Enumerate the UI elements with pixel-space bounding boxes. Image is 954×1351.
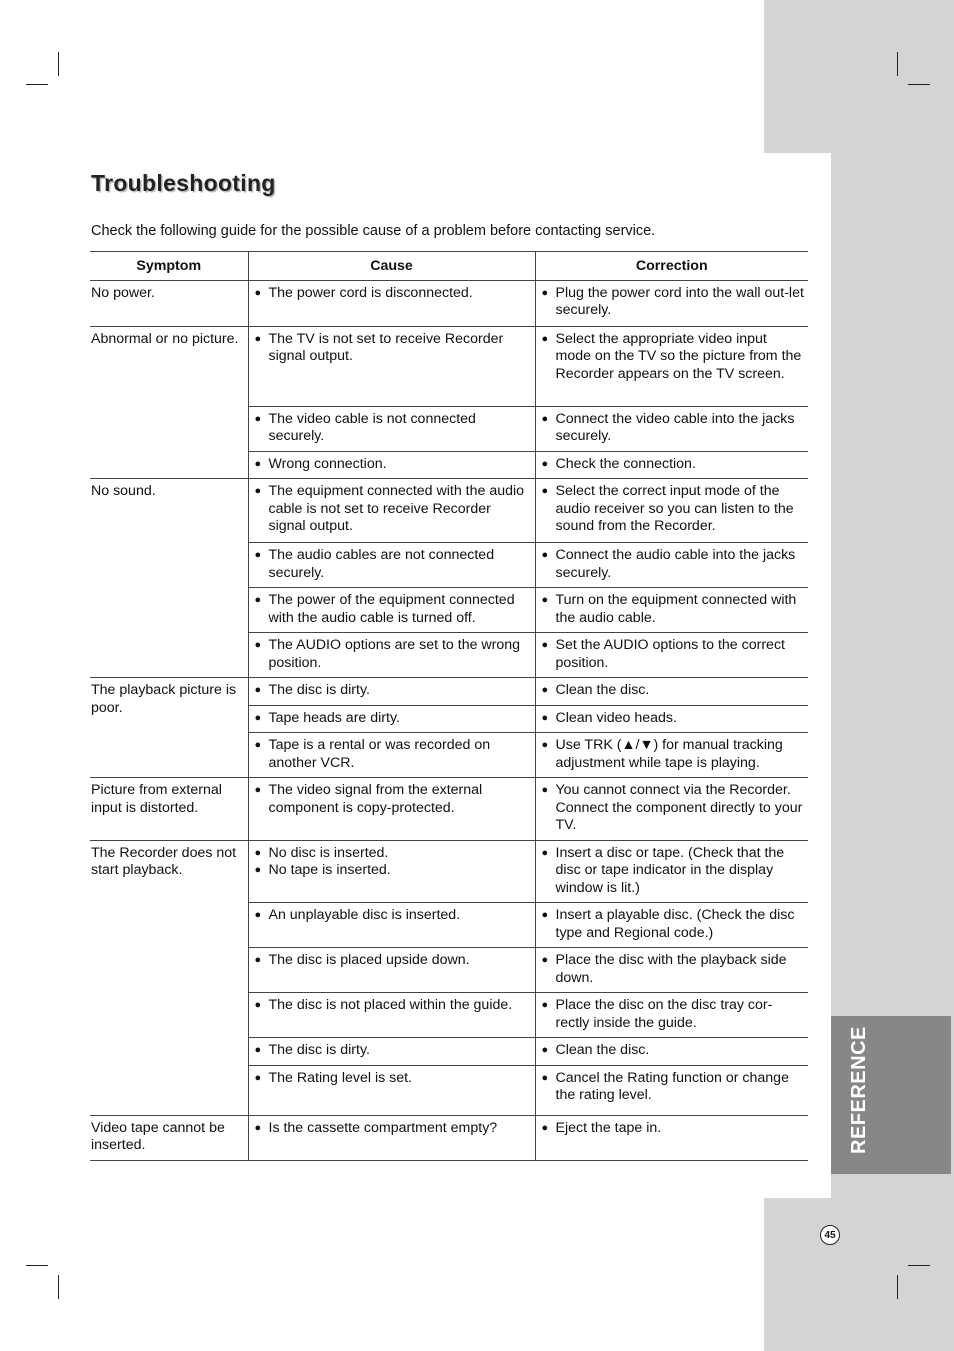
symptom-cell: The Recorder does not start playback. xyxy=(90,840,248,1115)
symptom-cell: The playback picture is poor. xyxy=(90,678,248,778)
correction-bullet-item xyxy=(536,845,809,898)
cause-text: The power of the equipment connected with the audio cable is turned off. xyxy=(268,592,515,626)
cause-text: Tape is a rental or was recorded on another VCR. xyxy=(268,737,491,771)
cause-bullet-item xyxy=(249,1042,535,1060)
correction-text: Set the AUDIO options to the correct position. xyxy=(555,637,785,671)
header-correction: Correction xyxy=(535,252,808,281)
correction-text: Insert a playable disc. (Check the disc type and Regional code.) xyxy=(555,907,795,941)
bullet-icon: ● xyxy=(254,739,262,751)
correction-text: Cancel the Rating function or change the rating level. xyxy=(555,1069,789,1103)
correction-bullet-item xyxy=(536,1070,809,1105)
cause-text: Is the cassette compartment empty? xyxy=(268,1119,498,1136)
cause-cell xyxy=(248,1115,535,1160)
section-tab-label: REFERENCE xyxy=(848,1026,870,1154)
cause-cell xyxy=(248,733,535,778)
table-row xyxy=(90,479,808,543)
correction-cell xyxy=(535,840,808,903)
cause-cell xyxy=(248,633,535,678)
cause-cell xyxy=(248,406,535,451)
correction-text: Connect the audio cable into the jacks securely. xyxy=(555,547,796,581)
bullet-icon: ● xyxy=(254,332,262,345)
bullet-icon: ● xyxy=(254,1071,262,1084)
bullet-icon: ● xyxy=(254,784,262,796)
correction-bullet-item xyxy=(536,737,809,772)
cause-cell xyxy=(248,948,535,993)
cause-bullet-item xyxy=(249,331,535,366)
crop-mark xyxy=(908,1265,930,1266)
correction-bullet-item xyxy=(536,592,809,627)
cause-cell xyxy=(248,451,535,479)
crop-mark xyxy=(58,52,59,76)
bullet-icon: ● xyxy=(254,954,262,966)
correction-cell xyxy=(535,1115,808,1160)
correction-bullet-item xyxy=(536,411,809,446)
cause-text: Wrong connection. xyxy=(268,455,387,472)
correction-cell xyxy=(535,1065,808,1115)
cause-bullet-item xyxy=(249,907,535,925)
correction-bullet-item xyxy=(536,285,809,320)
cause-text: The disc is dirty. xyxy=(268,1042,370,1058)
correction-text: Eject the tape in. xyxy=(555,1119,662,1136)
cause-bullet-item xyxy=(249,710,535,728)
bullet-icon: ● xyxy=(254,485,262,497)
correction-text: Insert a disc or tape. (Check that the disc or tape indicator in the display window is lit.) xyxy=(555,844,785,896)
symptom-cell: Video tape cannot be inserted. xyxy=(90,1115,248,1160)
correction-cell xyxy=(535,705,808,733)
cause-cell xyxy=(248,479,535,543)
header-cause: Cause xyxy=(248,252,535,281)
cause-cell xyxy=(248,903,535,948)
cause-cell xyxy=(248,840,535,903)
cause-cell xyxy=(248,1038,535,1066)
table-row xyxy=(90,840,808,903)
bullet-icon: ● xyxy=(254,1044,262,1056)
cause-cell xyxy=(248,678,535,706)
cause-bullet-item xyxy=(249,411,535,446)
bullet-icon: ● xyxy=(541,954,549,966)
table-body xyxy=(90,280,808,1160)
correction-text: Check the connection. xyxy=(555,455,696,472)
correction-text: Plug the power cord into the wall out-let securely. xyxy=(555,284,804,318)
bullet-icon: ● xyxy=(541,909,549,921)
crop-mark xyxy=(26,84,48,85)
correction-text: Select the correct input mode of the audio receiver so you can listen to the sound from the Recorder. xyxy=(555,483,794,534)
cause-text: The power cord is disconnected. xyxy=(268,284,473,301)
cause-bullet-item xyxy=(249,547,535,582)
correction-bullet-item xyxy=(536,483,809,536)
bullet-icon: ● xyxy=(541,999,549,1011)
bullet-icon: ● xyxy=(254,594,262,606)
correction-text: Clean video heads. xyxy=(555,709,677,726)
cause-cell xyxy=(248,280,535,326)
bullet-icon: ● xyxy=(254,909,262,921)
crop-mark xyxy=(908,84,930,85)
crop-mark xyxy=(58,1275,59,1299)
cause-bullet-item xyxy=(249,682,535,700)
correction-cell xyxy=(535,543,808,588)
correction-bullet-item xyxy=(536,1042,809,1060)
sidebar-bottom-band xyxy=(764,1198,954,1351)
correction-text: You cannot connect via the Recorder. Connect the component directly to your TV. xyxy=(555,782,803,833)
bullet-icon: ● xyxy=(541,1121,549,1134)
cause-cell xyxy=(248,588,535,633)
page-title: Troubleshooting xyxy=(91,170,276,196)
correction-cell xyxy=(535,633,808,678)
correction-cell xyxy=(535,451,808,479)
correction-text: Turn on the equipment connected with the audio cable. xyxy=(555,592,797,626)
cause-text: The disc is placed upside down. xyxy=(268,952,470,968)
bullet-icon: ● xyxy=(541,457,549,470)
correction-bullet-item xyxy=(536,1120,809,1138)
crop-mark xyxy=(897,52,898,76)
cause-bullet-item xyxy=(249,862,535,880)
bullet-icon: ● xyxy=(541,485,549,497)
header-symptom: Symptom xyxy=(90,252,248,281)
cause-bullet-item xyxy=(249,592,535,627)
cause-bullet-item xyxy=(249,952,535,970)
correction-cell xyxy=(535,479,808,543)
cause-bullet-item xyxy=(249,285,535,303)
correction-cell xyxy=(535,903,808,948)
bullet-icon: ● xyxy=(541,639,549,651)
correction-cell xyxy=(535,406,808,451)
cause-cell xyxy=(248,705,535,733)
crop-mark xyxy=(26,1265,48,1266)
cause-cell xyxy=(248,543,535,588)
bullet-icon: ● xyxy=(541,684,549,696)
symptom-cell: Picture from external input is distorted. xyxy=(90,778,248,841)
bullet-icon: ● xyxy=(254,999,262,1011)
correction-cell xyxy=(535,948,808,993)
bullet-icon: ● xyxy=(541,1044,549,1056)
bullet-icon: ● xyxy=(541,846,549,859)
symptom-cell: No power. xyxy=(90,280,248,326)
cause-bullet-item xyxy=(249,737,535,772)
cause-text: The disc is dirty. xyxy=(268,682,370,698)
symptom-cell: Abnormal or no picture. xyxy=(90,326,248,479)
table-row xyxy=(90,326,808,406)
bullet-icon: ● xyxy=(254,711,262,724)
cause-text: The video signal from the external component is copy-protected. xyxy=(268,782,483,816)
bullet-icon: ● xyxy=(254,639,262,651)
correction-cell xyxy=(535,588,808,633)
correction-cell xyxy=(535,678,808,706)
bullet-icon: ● xyxy=(254,846,262,859)
bullet-icon: ● xyxy=(541,784,549,796)
bullet-icon: ● xyxy=(254,684,262,696)
table-header-row xyxy=(90,252,808,281)
cause-text: Tape heads are dirty. xyxy=(268,709,400,726)
bullet-icon: ● xyxy=(541,1071,549,1084)
correction-text: Connect the video cable into the jacks securely. xyxy=(555,410,795,444)
cause-text: The audio cables are not connected securely. xyxy=(268,547,495,581)
bullet-icon: ● xyxy=(254,457,262,470)
correction-cell xyxy=(535,778,808,841)
correction-bullet-item xyxy=(536,952,809,987)
cause-bullet-item xyxy=(249,637,535,672)
correction-bullet-item xyxy=(536,907,809,942)
correction-bullet-item xyxy=(536,637,809,672)
cause-text: The equipment connected with the audio cable is not set to receive Recorder signal output. xyxy=(268,483,525,534)
bullet-icon: ● xyxy=(541,739,549,751)
cause-bullet-item xyxy=(249,456,535,474)
table-row xyxy=(90,280,808,326)
cause-cell xyxy=(248,993,535,1038)
bullet-icon: ● xyxy=(254,1121,262,1134)
correction-text: Use TRK (▲/▼) for manual tracking adjustment while tape is playing. xyxy=(555,737,783,771)
bullet-icon: ● xyxy=(541,549,549,561)
cause-bullet-item xyxy=(249,845,535,863)
bullet-icon: ● xyxy=(541,286,549,299)
correction-bullet-item xyxy=(536,997,809,1032)
cause-text: The TV is not set to receive Recorder signal output. xyxy=(268,330,504,364)
correction-bullet-item xyxy=(536,456,809,474)
correction-cell xyxy=(535,280,808,326)
correction-bullet-item xyxy=(536,547,809,582)
crop-mark xyxy=(897,1275,898,1299)
cause-bullet-item xyxy=(249,997,535,1015)
bullet-icon: ● xyxy=(541,711,549,724)
cause-text: The video cable is not connected securely. xyxy=(268,410,476,444)
cause-bullet-item xyxy=(249,782,535,817)
correction-cell xyxy=(535,326,808,406)
correction-cell xyxy=(535,733,808,778)
bullet-icon: ● xyxy=(541,412,549,425)
correction-bullet-item xyxy=(536,710,809,728)
table-row xyxy=(90,678,808,706)
intro-text: Check the following guide for the possible cause of a problem before contacting service. xyxy=(91,223,656,239)
correction-bullet-item xyxy=(536,682,809,700)
correction-text: Clean the disc. xyxy=(555,682,650,698)
cause-text: No tape is inserted. xyxy=(268,862,391,878)
cause-cell xyxy=(248,1065,535,1115)
cause-bullet-item xyxy=(249,1120,535,1138)
correction-bullet-item xyxy=(536,331,809,384)
correction-cell xyxy=(535,993,808,1038)
bullet-icon: ● xyxy=(254,864,262,876)
cause-text: The disc is not placed within the guide. xyxy=(268,997,513,1013)
cause-cell xyxy=(248,326,535,406)
table-row xyxy=(90,1115,808,1160)
troubleshooting-table xyxy=(90,251,808,1161)
correction-bullet-item xyxy=(536,782,809,835)
correction-text: Place the disc with the playback side down. xyxy=(555,952,787,986)
correction-cell xyxy=(535,1038,808,1066)
cause-text: The AUDIO options are set to the wrong position. xyxy=(268,637,521,671)
bullet-icon: ● xyxy=(254,286,262,299)
table-row xyxy=(90,778,808,841)
correction-text: Clean the disc. xyxy=(555,1042,650,1058)
cause-text: An unplayable disc is inserted. xyxy=(268,907,461,923)
cause-bullet-item xyxy=(249,1070,535,1088)
cause-text: No disc is inserted. xyxy=(268,844,389,861)
bullet-icon: ● xyxy=(254,549,262,561)
symptom-cell: No sound. xyxy=(90,479,248,678)
bullet-icon: ● xyxy=(541,594,549,606)
correction-text: Select the appropriate video input mode on the TV so the picture from the Recorder appears on the TV screen. xyxy=(555,330,802,382)
correction-text: Place the disc on the disc tray cor-rectly inside the guide. xyxy=(555,997,773,1031)
cause-bullet-item xyxy=(249,483,535,536)
page-number: 45 xyxy=(820,1225,840,1245)
cause-text: The Rating level is set. xyxy=(268,1069,413,1086)
bullet-icon: ● xyxy=(541,332,549,345)
bullet-icon: ● xyxy=(254,412,262,425)
sidebar-top-band xyxy=(764,0,954,153)
cause-cell xyxy=(248,778,535,841)
